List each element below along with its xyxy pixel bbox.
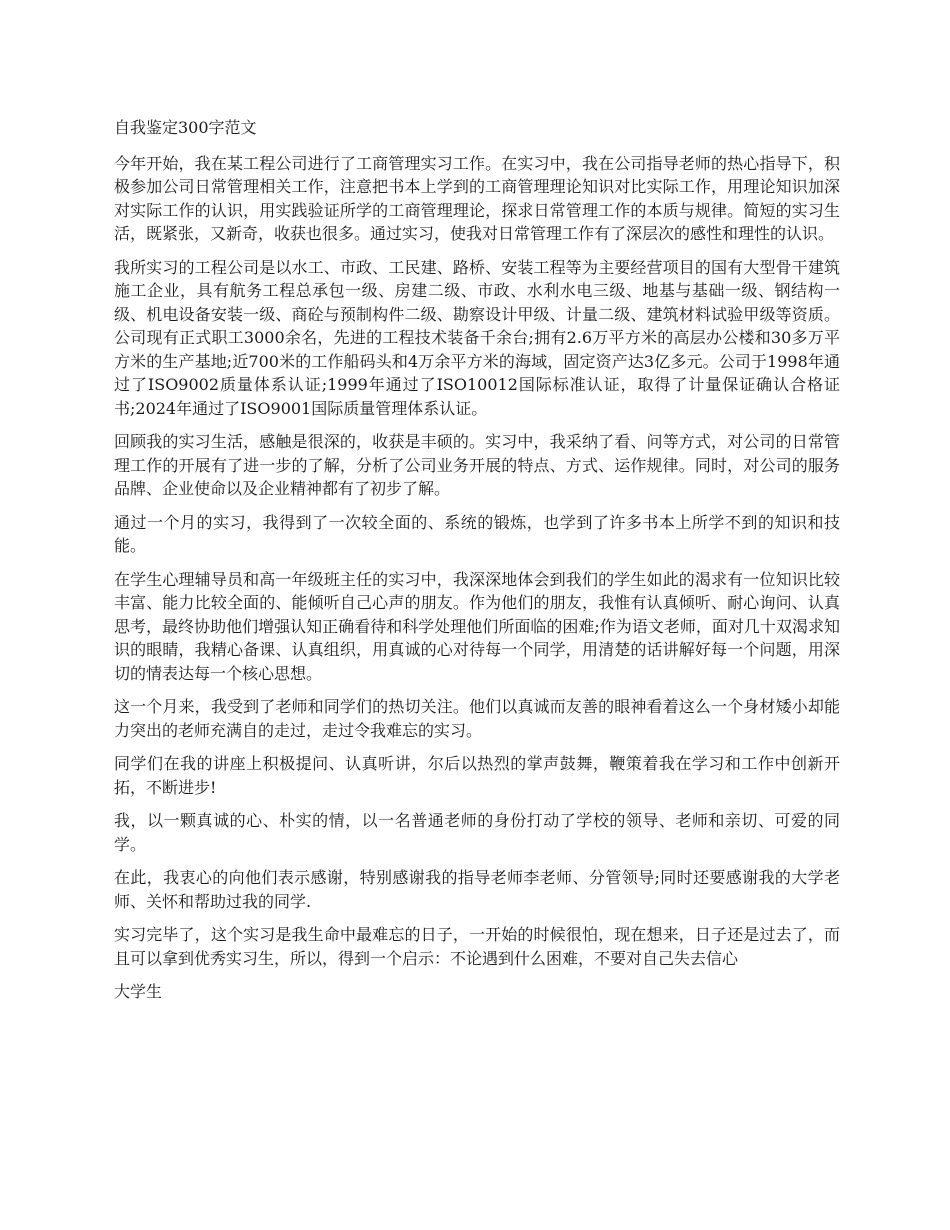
signature: 大学生 bbox=[114, 982, 163, 1001]
paragraph-5: 在学生心理辅导员和高一年级班主任的实习中，我深深地体会到我们的学生如此的渴求有一位知识比较丰富、能力比较全面的、能倾听自己心声的朋友。作为他们的朋友，我惟有认真倾听、耐心询问、认真思考，最终协助他们增强认知正确看待和科学处理他们所面临的困难;作为语文老师，面对几十双渴求知识的眼睛，我精心备课、认真组织，用真诚的心对待每一个同学，用清楚的话讲解好每一个问题，用深切的情表达每一个核心思想。 bbox=[114, 569, 840, 683]
document-title: 自我鉴定300字范文 bbox=[114, 118, 257, 137]
paragraph-7: 同学们在我的讲座上积极提问、认真听讲，尔后以热烈的掌声鼓舞，鞭策着我在学习和工作中创新开拓，不断进步! bbox=[114, 754, 840, 797]
paragraph-1: 今年开始，我在某工程公司进行了工商管理实习工作。在实习中，我在公司指导老师的热心指导下，积极参加公司日常管理相关工作，注意把书本上学到的工商管理理论知识对比实际工作，用理论知识加深对实际工作的认识，用实践验证所学的工商管理理论，探求日常管理工作的本质与规律。简短的实习生活，既紧张，又新奇，收获也很多。通过实习，使我对日常管理工作有了深层次的感性和理性的认识。 bbox=[114, 153, 840, 243]
paragraph-3: 回顾我的实习生活，感触是很深的，收获是丰硕的。实习中，我采纳了看、问等方式，对公司的日常管理工作的开展有了进一步的了解，分析了公司业务开展的特点、方式、运作规律。同时，对公司的服务品牌、企业使命以及企业精神都有了初步了解。 bbox=[114, 432, 840, 498]
paragraph-9: 在此，我衷心的向他们表示感谢，特别感谢我的指导老师李老师、分管领导;同时还要感谢我的大学老师、关怀和帮助过我的同学. bbox=[114, 868, 840, 911]
paragraph-2: 我所实习的工程公司是以水工、市政、工民建、路桥、安装工程等为主要经营项目的国有大型骨干建筑施工企业，具有航务工程总承包一级、房建二级、市政、水利水电三级、地基与基础一级、钢结构一级、机电设备安装一级、商砼与预制构件二级、勘察设计甲级、计量二级、建筑材料试验甲级等资质。公司现有正式职工3000余名，先进的工程技术装备千余台;拥有2.6万平方米的高层办公楼和30多万平方米的生产基地;近700米的工作船码头和4万余平方米的海域，固定资产达3亿多元。公司于1998年通过了ISO9002质量体系认证;1999年通过了ISO10012国际标准认证，取得了计量保证确认合格证书;2024年通过了ISO9001国际质量管理体系认证。 bbox=[114, 257, 840, 418]
paragraph-10: 实习完毕了，这个实习是我生命中最难忘的日子，一开始的时候很怕，现在想来，日子还是过去了，而且可以拿到优秀实习生，所以，得到一个启示：不论遇到什么困难，不要对自己失去信心 bbox=[114, 925, 840, 968]
paragraph-4: 通过一个月的实习，我得到了一次较全面的、系统的锻炼，也学到了许多书本上所学不到的知识和技能。 bbox=[114, 512, 840, 555]
paragraph-6: 这一个月来，我受到了老师和同学们的热切关注。他们以真诚而友善的眼神看着这么一个身材矮小却能力突出的老师充满自的走过，走过令我难忘的实习。 bbox=[114, 697, 840, 740]
document-page bbox=[114, 116, 840, 1004]
paragraph-8: 我，以一颗真诚的心、朴实的情，以一名普通老师的身份打动了学校的领导、老师和亲切、可爱的同学。 bbox=[114, 811, 840, 854]
